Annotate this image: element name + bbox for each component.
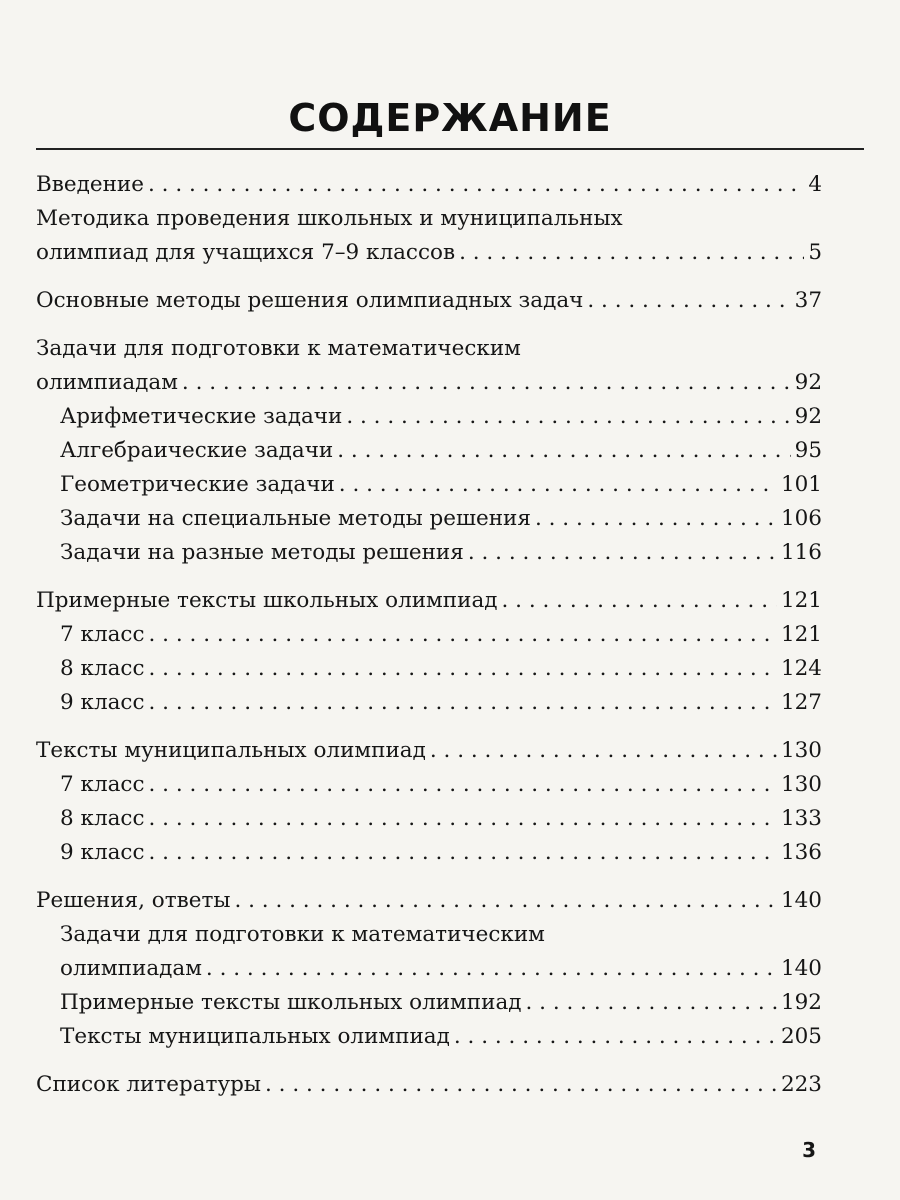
toc-subentry [36, 400, 822, 434]
dot-leader [234, 884, 776, 918]
toc-entry-title: Основные методы решения олимпиадных задач [36, 288, 584, 313]
toc-entry-title-line1: Задачи для подготовки к математическим [36, 336, 521, 361]
dot-leader [149, 836, 777, 870]
dot-leader [265, 1068, 777, 1102]
dot-leader [459, 236, 804, 270]
dot-leader [149, 652, 777, 686]
toc-entry-page: 92 [794, 370, 822, 395]
toc-entry-page: 5 [808, 240, 822, 265]
toc-entry-title: 8 класс [60, 806, 145, 831]
toc-subentry [36, 502, 822, 536]
toc-subentry [36, 802, 822, 836]
toc-subentry [36, 986, 822, 1020]
toc-subentry [36, 836, 822, 870]
toc-entry-title: Задачи на специальные методы решения [60, 506, 531, 531]
dot-leader [526, 986, 777, 1020]
toc-entry-page: 130 [780, 772, 822, 797]
toc-entry-page: 136 [780, 840, 822, 865]
page-title: СОДЕРЖАНИЕ [288, 96, 612, 140]
dot-leader [149, 618, 777, 652]
toc-entry-title: Тексты муниципальных олимпиад [60, 1024, 450, 1049]
toc-entry [36, 332, 822, 400]
toc-subentry [36, 618, 822, 652]
toc-entry-title: Введение [36, 172, 144, 197]
dot-leader [535, 502, 777, 536]
toc-entry-title: олимпиад для учащихся 7–9 классов [36, 240, 456, 265]
toc-subentry [36, 1020, 822, 1054]
toc-entry-page: 140 [780, 888, 822, 913]
toc-entry-page: 223 [780, 1072, 822, 1097]
toc-entry-title: Решения, ответы [36, 888, 231, 913]
toc-entry-page: 92 [794, 404, 822, 429]
toc-entry-page: 116 [780, 540, 822, 565]
dot-leader [149, 768, 777, 802]
dot-leader [149, 686, 777, 720]
toc-entry-page: 95 [794, 438, 822, 463]
toc-entry-title: Алгебраические задачи [60, 438, 334, 463]
toc-entry-page: 121 [780, 588, 822, 613]
dot-leader [502, 584, 777, 618]
toc-entry-page: 127 [780, 690, 822, 715]
toc-entry-page: 130 [780, 738, 822, 763]
dot-leader [339, 468, 777, 502]
toc-entry [36, 884, 822, 918]
toc-subentry [36, 918, 822, 986]
dot-leader [148, 168, 804, 202]
dot-leader [182, 366, 791, 400]
toc-entry-page: 140 [780, 956, 822, 981]
toc-subentry [36, 536, 822, 570]
toc-entry-title: Список литературы [36, 1072, 261, 1097]
toc-entry-title: Геометрические задачи [60, 472, 335, 497]
page-number: 3 [802, 1138, 816, 1162]
toc-entry-title: Арифметические задачи [60, 404, 343, 429]
toc-subentry [36, 686, 822, 720]
table-of-contents [36, 168, 822, 1102]
toc-entry-title: Примерные тексты школьных олимпиад [36, 588, 498, 613]
toc-entry-page: 37 [794, 288, 822, 313]
toc-entry-title: олимпиадам [60, 956, 202, 981]
toc-entry-title-line1: Методика проведения школьных и муниципальных [36, 206, 623, 231]
toc-entry-title: 7 класс [60, 772, 145, 797]
toc-subentry [36, 768, 822, 802]
toc-entry-page: 4 [808, 172, 822, 197]
toc-entry-title-line1: Задачи для подготовки к математическим [60, 922, 545, 947]
toc-entry-page: 121 [780, 622, 822, 647]
toc-entry [36, 202, 822, 270]
toc-entry-title: Тексты муниципальных олимпиад [36, 738, 426, 763]
toc-subentry [36, 434, 822, 468]
toc-entry-page: 124 [780, 656, 822, 681]
toc-entry-title: 7 класс [60, 622, 145, 647]
toc-entry [36, 1068, 822, 1102]
dot-leader [346, 400, 790, 434]
toc-entry-page: 106 [780, 506, 822, 531]
toc-entry-page: 205 [780, 1024, 822, 1049]
toc-subentry [36, 468, 822, 502]
dot-leader [454, 1020, 777, 1054]
toc-entry-title: 9 класс [60, 840, 145, 865]
toc-entry-title: Задачи на разные методы решения [60, 540, 464, 565]
dot-leader [149, 802, 777, 836]
toc-entry-title: олимпиадам [36, 370, 178, 395]
toc-entry [36, 734, 822, 768]
toc-entry [36, 584, 822, 618]
title-rule [36, 148, 864, 150]
dot-leader [337, 434, 790, 468]
toc-entry-title: Примерные тексты школьных олимпиад [60, 990, 522, 1015]
toc-entry [36, 168, 822, 202]
toc-entry-title: 8 класс [60, 656, 145, 681]
toc-entry-page: 192 [780, 990, 822, 1015]
dot-leader [587, 284, 790, 318]
dot-leader [430, 734, 777, 768]
dot-leader [468, 536, 777, 570]
dot-leader [206, 952, 777, 986]
toc-entry-page: 101 [780, 472, 822, 497]
toc-entry [36, 284, 822, 318]
toc-entry-page: 133 [780, 806, 822, 831]
toc-subentry [36, 652, 822, 686]
toc-entry-title: 9 класс [60, 690, 145, 715]
